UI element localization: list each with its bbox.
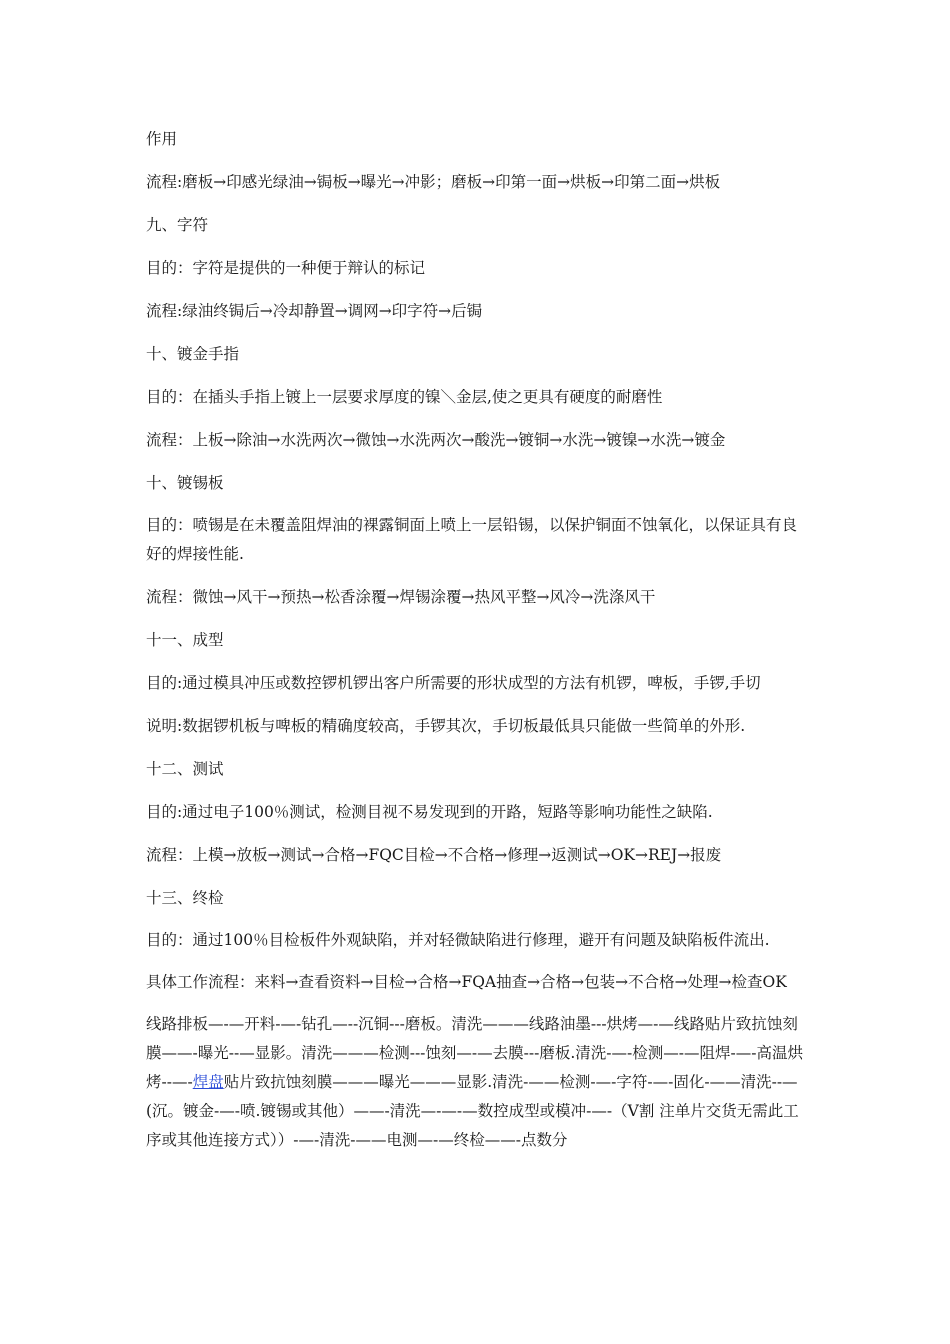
purpose-testing: 目的:通过电子100％测试，检测目视不易发现到的开路，短路等影响功能性之缺陷. [146,803,713,821]
note-forming: 说明:数据锣机板与啤板的精确度较高，手锣其次，手切板最低具只能做一些简单的外形. [146,717,746,735]
section-heading-silkscreen: 九、字符 [146,216,209,234]
purpose-final-inspection: 目的：通过100％目检板件外观缺陷，并对轻微缺陷进行修理，避开有问题及缺陷板件流出. [146,931,770,949]
section-heading-testing: 十二、测试 [146,760,224,778]
overview-text-end: 贴片致抗蚀刻膜———曝光———显影.清洗-——检测-—-字符-—-固化-——清洗--—(沉。镀金-—-喷.镀锡或其他）——-清洗—-—-—数控成型或模冲-—-（V割 注单片交货无需此工序或其他连接方式））-—-清洗-——电测—-—终检——-点数分 [146,1073,799,1149]
process-flow-silkscreen: 流程:绿油终锔后→冷却静置→调网→印字符→后锔 [146,302,483,320]
process-flow-tin-plating: 流程：微蚀→风干→预热→松香涂覆→焊锡涂覆→热风平整→风冷→洗涤风干 [146,588,656,606]
overview-text-start: 线路排板—-—开料-—-钻孔—--沉铜---磨板。清洗———线路油墨---烘烤—-—线路贴片致抗蚀刻膜——-曝光--—显影。清洗———检测---蚀刻—-—去膜---磨板.清洗-—-检测—-—阻焊-—-高温烘烤--—- [146,1015,803,1091]
process-flow-testing: 流程：上模→放板→测试→合格→FQC目检→不合格→修理→返测试→OK→REJ→报废 [146,846,722,864]
purpose-tin-plating: 目的：喷锡是在未覆盖阻焊油的裸露铜面上喷上一层铅锡，以保护铜面不蚀氧化，以保证具有良好的焊接性能. [146,516,798,563]
pad-link[interactable]: 焊盘 [192,1073,224,1091]
text-line: 作用 [146,130,178,148]
section-heading-forming: 十一、成型 [146,631,224,649]
process-flow-solder-mask: 流程:磨板→印感光绿油→锔板→曝光→冲影；磨板→印第一面→烘板→印第二面→烘板 [146,173,721,191]
section-heading-tin-plating: 十、镀锡板 [146,474,224,492]
purpose-gold-finger: 目的：在插头手指上镀上一层要求厚度的镍＼金层,使之更具有硬度的耐磨性 [146,388,663,406]
process-flow-gold-finger: 流程：上板→除油→水洗两次→微蚀→水洗两次→酸洗→镀铜→水洗→镀镍→水洗→镀金 [146,431,726,449]
section-heading-final-inspection: 十三、终检 [146,889,224,907]
full-process-overview [146,1010,810,1155]
section-heading-gold-finger: 十、镀金手指 [146,345,240,363]
purpose-forming: 目的:通过模具冲压或数控锣机锣出客户所需要的形状成型的方法有机锣，啤板，手锣,手切 [146,674,761,692]
process-flow-final-inspection: 具体工作流程：来料→查看资料→目检→合格→FQA抽查→合格→包装→不合格→处理→检查OK [146,973,787,991]
document-body [146,124,810,1168]
purpose-silkscreen: 目的：字符是提供的一种便于辩认的标记 [146,259,426,277]
